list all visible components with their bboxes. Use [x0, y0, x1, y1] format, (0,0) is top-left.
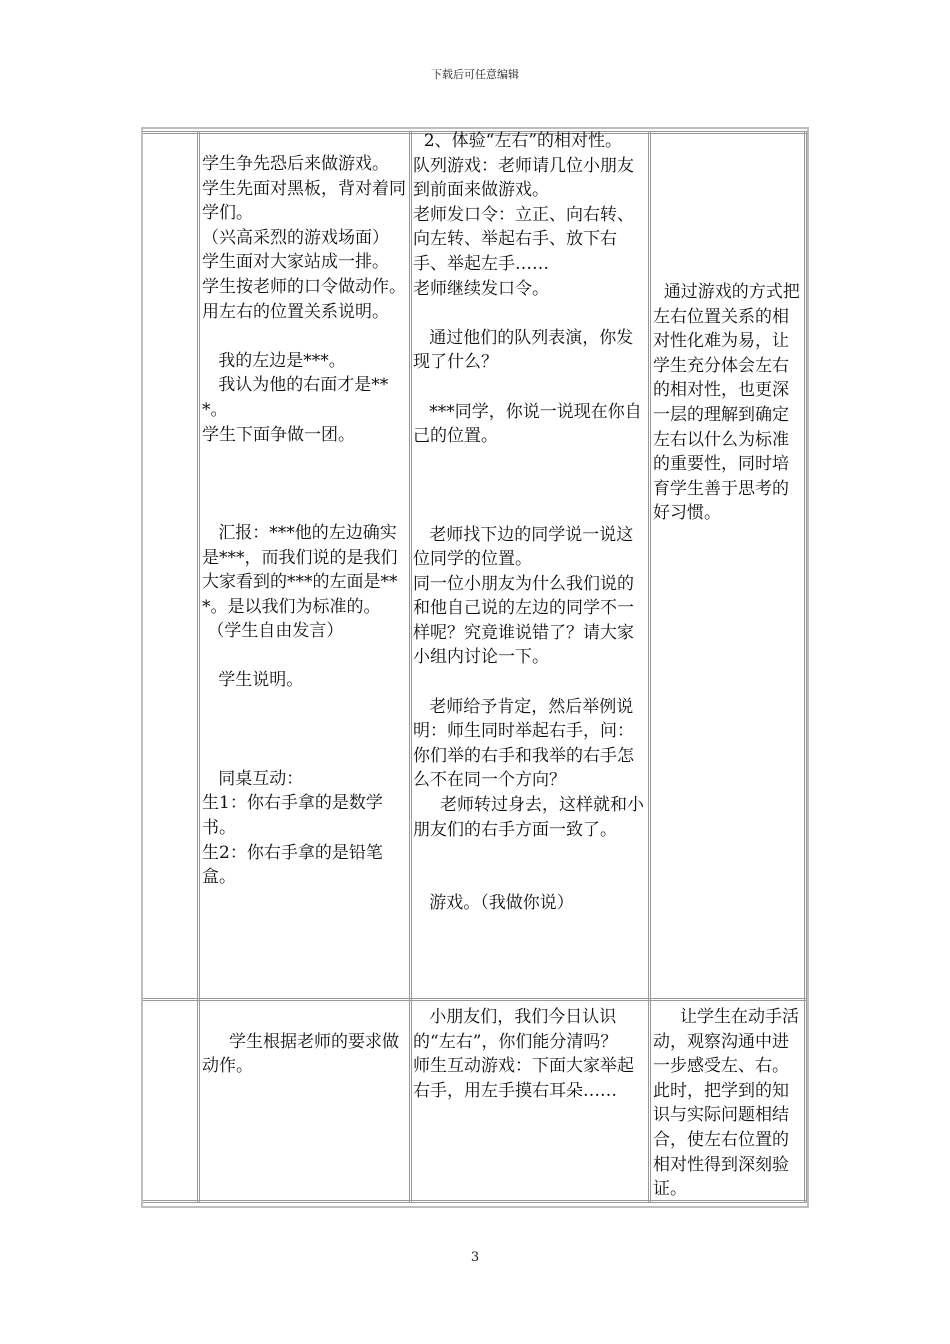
page-number: 3: [470, 1250, 480, 1265]
row-divider: [143, 998, 807, 1001]
teacher-activity-cell: 小朋友们，我们今日认识的“左右”，你们能分清吗？ 师生互动游戏：下面大家举起右手，用左手摸右耳朵……: [413, 1007, 634, 1101]
teacher-activity-cell: 2、体验“左右”的相对性。 队列游戏：老师请几位小朋友到前面来做游戏。 老师发口令：立正、向右转、向左转、举起右手、放下右手、举起左手…… 老师继续发口令。 通过他们的队列表演，你发现了什么？ ***同学，你说一说现在你自己的位置。 老师找下边的同学说一说这位同学的位置。 同一位小朋友为什么我们说的和他自己说的左边的同学不一样呢？究竟谁说错了？请大家小组内讨论一下。 老师给予肯定，然后举例说明：师生同时举起右手，问：你们举的右手和我举的右手怎么不在同一个方向？ 老师转过身去，这样就和小朋友们的右手方面一致了。 游戏。（我做你说）: [413, 131, 645, 914]
design-intent-cell: 通过游戏的方式把左右位置关系的相对性化难为易，让学生充分体会左右的相对性，也更深一层的理解到确定左右以什么为标准的重要性，同时培育学生善于思考的好习惯。: [653, 282, 800, 524]
page-header: 下载后可任意编辑: [431, 68, 519, 81]
design-intent-cell: 让学生在动手活动，观察沟通中进一步感受左、右。此时，把学到的知识与实际问题相结合，使左右位置的相对性得到深刻验证。: [653, 1007, 800, 1200]
column-divider: [197, 131, 200, 1203]
student-activity-cell: 学生争先恐后来做游戏。 学生先面对黑板，背对着同学们。 （兴高采烈的游戏场面） 学生面对大家站成一排。 学生按老师的口令做动作。 用左右的位置关系说明。 我的左边是***。 我认为他的右面才是***。 学生下面争做一团。 汇报：***他的左边确实是***，而我们说的是我们大家看到的***的左面是***。是以我们为标准的。 （学生自由发言） 学生说明。 同桌互动： 生1：你右手拿的是数学书。 生2：你右手拿的是铅笔盒。: [202, 154, 406, 888]
student-activity-cell: 学生根据老师的要求做动作。: [202, 1031, 400, 1077]
